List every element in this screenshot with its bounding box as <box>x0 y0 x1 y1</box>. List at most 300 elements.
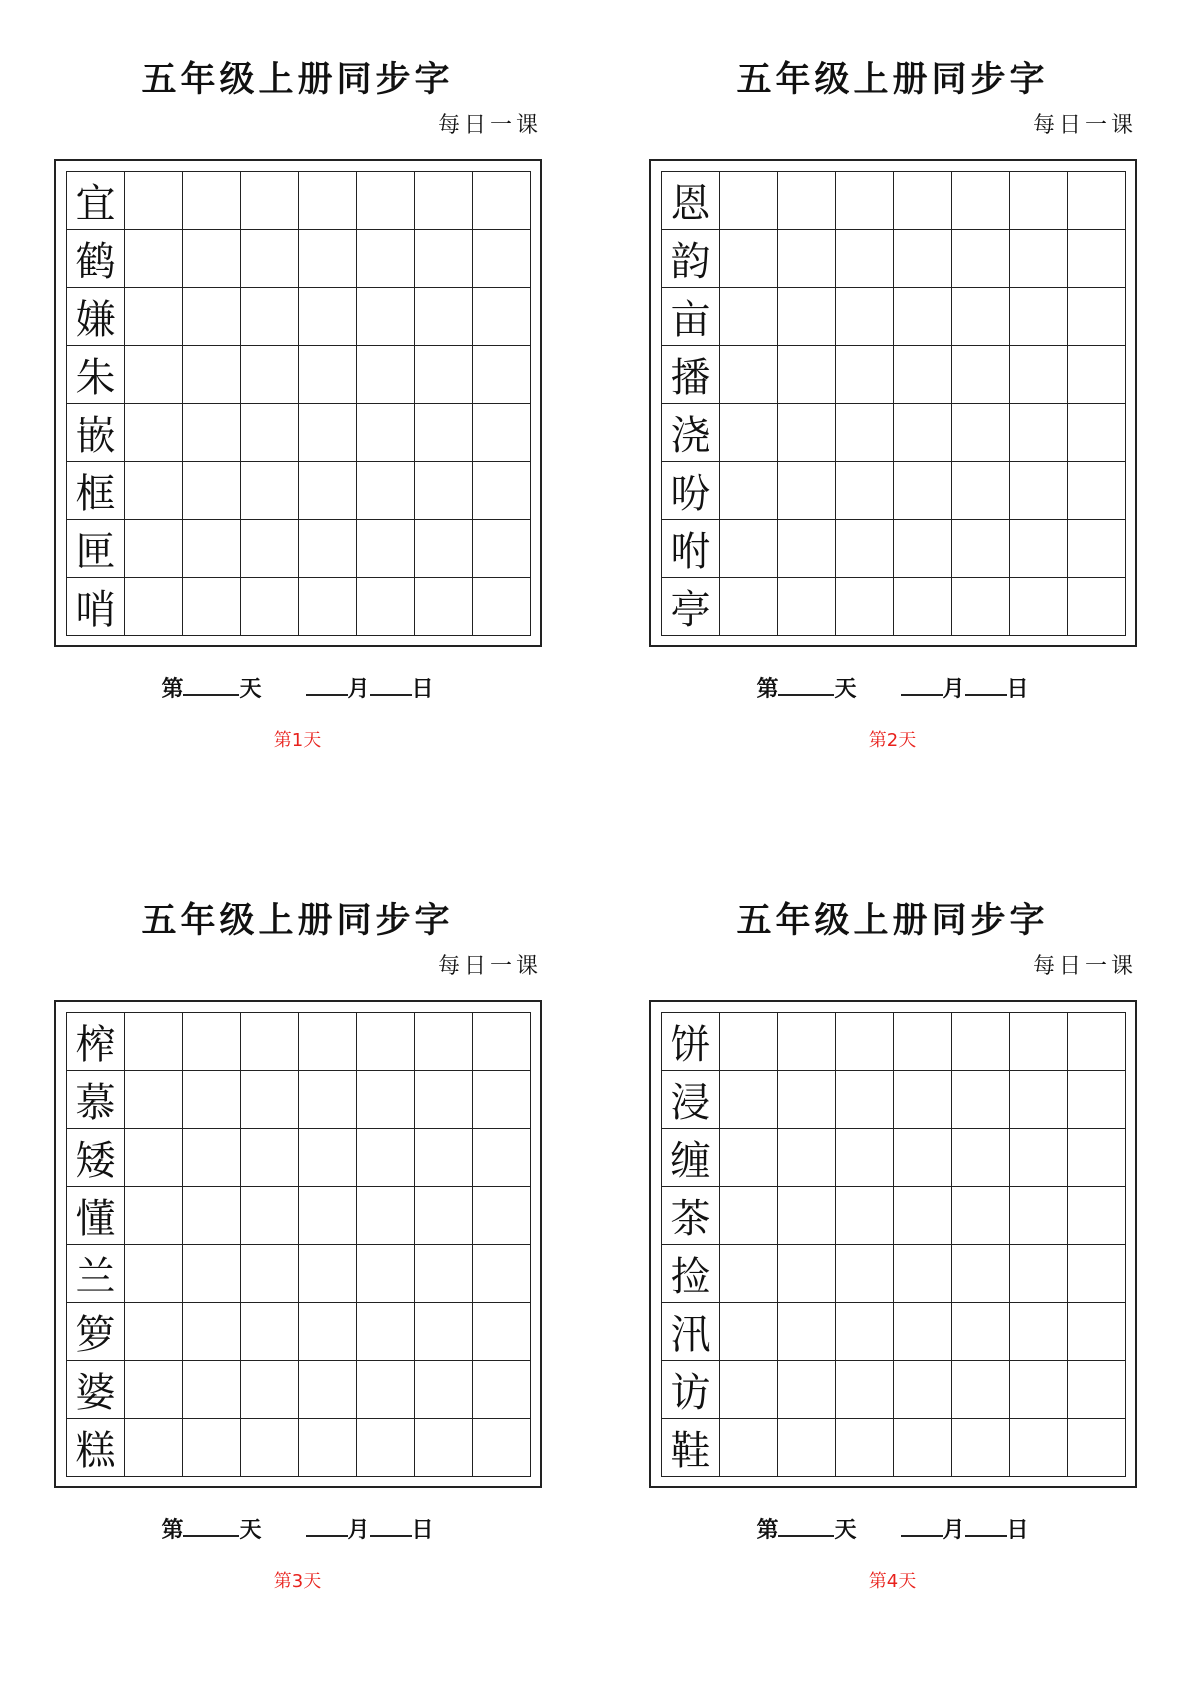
sheet-subtitle: 每日一课 <box>437 954 542 979</box>
practice-cell[interactable] <box>952 1245 1010 1303</box>
model-character-cell: 茶 <box>662 1187 720 1245</box>
date-label: 日 <box>1006 1517 1029 1543</box>
practice-cell[interactable] <box>125 1129 183 1187</box>
practice-cell[interactable] <box>183 1071 241 1129</box>
practice-cell[interactable] <box>357 520 415 578</box>
practice-cell[interactable] <box>241 1129 299 1187</box>
day-label: 第4天 <box>868 1571 917 1592</box>
practice-cell[interactable] <box>415 520 473 578</box>
model-character-cell: 浸 <box>662 1071 720 1129</box>
practice-cell[interactable] <box>183 230 241 288</box>
date-label: 日 <box>411 676 434 702</box>
practice-cell[interactable] <box>299 1013 357 1071</box>
day-number-blank[interactable] <box>778 676 834 696</box>
practice-cell[interactable] <box>952 346 1010 404</box>
day-number-blank[interactable] <box>778 1517 834 1537</box>
day-number-blank[interactable] <box>183 676 239 696</box>
day-suffix: 天 <box>834 676 857 702</box>
practice-cell[interactable] <box>720 1187 778 1245</box>
practice-cell[interactable] <box>241 520 299 578</box>
practice-cell[interactable] <box>778 1361 836 1419</box>
month-blank[interactable] <box>901 1517 943 1537</box>
practice-cell[interactable] <box>836 520 894 578</box>
date-line <box>595 672 1190 703</box>
practice-cell[interactable] <box>473 1129 531 1187</box>
practice-sheet <box>0 0 595 842</box>
month-blank[interactable] <box>306 1517 348 1537</box>
model-character-cell: 兰 <box>67 1245 125 1303</box>
practice-cell[interactable] <box>299 230 357 288</box>
practice-cell[interactable] <box>299 1245 357 1303</box>
practice-cell[interactable] <box>415 1013 473 1071</box>
practice-cell[interactable] <box>241 288 299 346</box>
practice-cell[interactable] <box>952 230 1010 288</box>
practice-cell[interactable] <box>720 1071 778 1129</box>
practice-cell[interactable] <box>894 404 952 462</box>
practice-cell[interactable] <box>415 578 473 636</box>
practice-cell[interactable] <box>241 346 299 404</box>
practice-cell[interactable] <box>241 1361 299 1419</box>
date-blank[interactable] <box>965 676 1007 696</box>
practice-sheet <box>0 841 595 1683</box>
date-blank[interactable] <box>370 1517 412 1537</box>
practice-cell[interactable] <box>357 1129 415 1187</box>
sheet-title: 五年级上册同步字 <box>141 900 454 941</box>
practice-cell[interactable] <box>473 1303 531 1361</box>
day-prefix: 第 <box>161 676 184 702</box>
practice-cell[interactable] <box>1010 1013 1068 1071</box>
practice-cell[interactable] <box>952 1303 1010 1361</box>
model-character-cell: 吩 <box>662 462 720 520</box>
practice-cell[interactable] <box>473 520 531 578</box>
practice-cell[interactable] <box>299 404 357 462</box>
practice-cell[interactable] <box>952 1129 1010 1187</box>
date-blank[interactable] <box>965 1517 1007 1537</box>
practice-cell[interactable] <box>473 1187 531 1245</box>
practice-cell[interactable] <box>778 1013 836 1071</box>
practice-cell[interactable] <box>357 288 415 346</box>
practice-cell[interactable] <box>473 288 531 346</box>
practice-cell[interactable] <box>299 172 357 230</box>
practice-cell[interactable] <box>894 1303 952 1361</box>
practice-cell[interactable] <box>1068 462 1126 520</box>
practice-cell[interactable] <box>415 1303 473 1361</box>
practice-cell[interactable] <box>415 1071 473 1129</box>
practice-cell[interactable] <box>357 462 415 520</box>
practice-cell[interactable] <box>241 230 299 288</box>
practice-cell[interactable] <box>357 1419 415 1477</box>
practice-cell[interactable] <box>357 404 415 462</box>
month-blank[interactable] <box>901 676 943 696</box>
practice-cell[interactable] <box>1010 1245 1068 1303</box>
practice-cell[interactable] <box>778 1303 836 1361</box>
date-line <box>595 1513 1190 1544</box>
model-character-cell: 浇 <box>662 404 720 462</box>
practice-cell[interactable] <box>1010 288 1068 346</box>
practice-cell[interactable] <box>1068 1303 1126 1361</box>
practice-cell[interactable] <box>299 1361 357 1419</box>
practice-cell[interactable] <box>1068 288 1126 346</box>
practice-cell[interactable] <box>415 1361 473 1419</box>
practice-cell[interactable] <box>183 1245 241 1303</box>
practice-cell[interactable] <box>473 462 531 520</box>
practice-cell[interactable] <box>836 1245 894 1303</box>
practice-cell[interactable] <box>241 1071 299 1129</box>
practice-cell[interactable] <box>299 1071 357 1129</box>
date-line <box>0 672 595 703</box>
practice-cell[interactable] <box>952 172 1010 230</box>
practice-cell[interactable] <box>894 1245 952 1303</box>
practice-cell[interactable] <box>720 1245 778 1303</box>
practice-cell[interactable] <box>1068 1245 1126 1303</box>
sheet-subtitle: 每日一课 <box>1032 113 1137 138</box>
model-character-cell: 嫌 <box>67 288 125 346</box>
practice-cell[interactable] <box>778 172 836 230</box>
day-label: 第1天 <box>273 730 322 751</box>
practice-cell[interactable] <box>836 230 894 288</box>
practice-cell[interactable] <box>473 346 531 404</box>
model-character-cell: 榨 <box>67 1013 125 1071</box>
date-label: 日 <box>411 1517 434 1543</box>
practice-cell[interactable] <box>778 404 836 462</box>
practice-cell[interactable] <box>1010 520 1068 578</box>
practice-cell[interactable] <box>357 172 415 230</box>
practice-cell[interactable] <box>241 1303 299 1361</box>
model-character-cell: 鞋 <box>662 1419 720 1477</box>
practice-cell[interactable] <box>357 1303 415 1361</box>
practice-cell[interactable] <box>894 1419 952 1477</box>
practice-cell[interactable] <box>836 578 894 636</box>
practice-cell[interactable] <box>836 288 894 346</box>
practice-cell[interactable] <box>183 288 241 346</box>
practice-cell[interactable] <box>125 1071 183 1129</box>
practice-cell[interactable] <box>894 288 952 346</box>
writing-grid-frame <box>649 159 1137 647</box>
practice-cell[interactable] <box>952 288 1010 346</box>
practice-cell[interactable] <box>357 1187 415 1245</box>
practice-cell[interactable] <box>241 1419 299 1477</box>
practice-cell[interactable] <box>720 578 778 636</box>
practice-cell[interactable] <box>1010 1129 1068 1187</box>
practice-cell[interactable] <box>473 578 531 636</box>
practice-cell[interactable] <box>183 1187 241 1245</box>
practice-cell[interactable] <box>720 1129 778 1187</box>
practice-cell[interactable] <box>415 462 473 520</box>
model-character-cell: 糕 <box>67 1419 125 1477</box>
practice-cell[interactable] <box>415 288 473 346</box>
practice-cell[interactable] <box>952 462 1010 520</box>
practice-cell[interactable] <box>952 1187 1010 1245</box>
month-label: 月 <box>347 1517 370 1543</box>
practice-cell[interactable] <box>778 346 836 404</box>
day-suffix: 天 <box>239 1517 262 1543</box>
practice-cell[interactable] <box>894 578 952 636</box>
practice-cell[interactable] <box>125 1013 183 1071</box>
day-suffix: 天 <box>834 1517 857 1543</box>
model-character-cell: 框 <box>67 462 125 520</box>
practice-cell[interactable] <box>473 1361 531 1419</box>
practice-cell[interactable] <box>778 1129 836 1187</box>
practice-cell[interactable] <box>1068 230 1126 288</box>
practice-cell[interactable] <box>836 1187 894 1245</box>
practice-cell[interactable] <box>299 578 357 636</box>
sheet-title: 五年级上册同步字 <box>736 900 1049 941</box>
practice-cell[interactable] <box>299 1419 357 1477</box>
practice-cell[interactable] <box>778 578 836 636</box>
practice-cell[interactable] <box>720 172 778 230</box>
practice-cell[interactable] <box>894 1129 952 1187</box>
practice-cell[interactable] <box>241 462 299 520</box>
model-character-cell: 访 <box>662 1361 720 1419</box>
practice-cell[interactable] <box>183 578 241 636</box>
practice-cell[interactable] <box>1010 346 1068 404</box>
practice-cell[interactable] <box>183 404 241 462</box>
writing-grid-frame <box>54 159 542 647</box>
model-character-cell: 缠 <box>662 1129 720 1187</box>
model-character-cell: 饼 <box>662 1013 720 1071</box>
practice-cell[interactable] <box>720 230 778 288</box>
practice-cell[interactable] <box>778 1419 836 1477</box>
month-label: 月 <box>347 676 370 702</box>
practice-cell[interactable] <box>125 462 183 520</box>
practice-cell[interactable] <box>720 462 778 520</box>
practice-cell[interactable] <box>836 462 894 520</box>
practice-cell[interactable] <box>952 1419 1010 1477</box>
practice-cell[interactable] <box>836 1129 894 1187</box>
practice-cell[interactable] <box>836 1013 894 1071</box>
practice-cell[interactable] <box>894 1187 952 1245</box>
day-prefix: 第 <box>161 1517 184 1543</box>
practice-cell[interactable] <box>952 1071 1010 1129</box>
practice-cell[interactable] <box>778 462 836 520</box>
practice-cell[interactable] <box>183 1013 241 1071</box>
practice-cell[interactable] <box>1068 172 1126 230</box>
practice-cell[interactable] <box>125 172 183 230</box>
practice-cell[interactable] <box>299 1303 357 1361</box>
sheet-title: 五年级上册同步字 <box>141 59 454 100</box>
practice-cell[interactable] <box>183 1419 241 1477</box>
practice-cell[interactable] <box>299 462 357 520</box>
practice-cell[interactable] <box>125 1303 183 1361</box>
practice-cell[interactable] <box>473 230 531 288</box>
practice-cell[interactable] <box>1068 404 1126 462</box>
practice-cell[interactable] <box>836 1071 894 1129</box>
day-prefix: 第 <box>756 1517 779 1543</box>
practice-cell[interactable] <box>894 1013 952 1071</box>
practice-cell[interactable] <box>125 1187 183 1245</box>
practice-cell[interactable] <box>183 172 241 230</box>
practice-cell[interactable] <box>1010 578 1068 636</box>
model-character-cell: 恩 <box>662 172 720 230</box>
practice-cell[interactable] <box>720 404 778 462</box>
practice-cell[interactable] <box>952 1361 1010 1419</box>
practice-cell[interactable] <box>183 1303 241 1361</box>
practice-cell[interactable] <box>415 230 473 288</box>
practice-cell[interactable] <box>357 346 415 404</box>
practice-cell[interactable] <box>183 520 241 578</box>
sheet-subtitle: 每日一课 <box>1032 954 1137 979</box>
practice-cell[interactable] <box>1010 1361 1068 1419</box>
practice-cell[interactable] <box>1068 1361 1126 1419</box>
practice-cell[interactable] <box>952 520 1010 578</box>
practice-cell[interactable] <box>894 346 952 404</box>
practice-cell[interactable] <box>125 578 183 636</box>
practice-cell[interactable] <box>415 1187 473 1245</box>
practice-cell[interactable] <box>357 1013 415 1071</box>
practice-cell[interactable] <box>1068 1187 1126 1245</box>
practice-cell[interactable] <box>720 1419 778 1477</box>
practice-cell[interactable] <box>241 172 299 230</box>
practice-cell[interactable] <box>299 288 357 346</box>
practice-cell[interactable] <box>357 1071 415 1129</box>
practice-cell[interactable] <box>720 346 778 404</box>
practice-cell[interactable] <box>125 346 183 404</box>
practice-cell[interactable] <box>125 1361 183 1419</box>
practice-cell[interactable] <box>125 1419 183 1477</box>
practice-cell[interactable] <box>1010 1187 1068 1245</box>
practice-cell[interactable] <box>1068 578 1126 636</box>
practice-cell[interactable] <box>720 1361 778 1419</box>
practice-cell[interactable] <box>1068 346 1126 404</box>
practice-cell[interactable] <box>720 1303 778 1361</box>
practice-cell[interactable] <box>473 1245 531 1303</box>
practice-cell[interactable] <box>836 404 894 462</box>
practice-cell[interactable] <box>952 1013 1010 1071</box>
month-label: 月 <box>942 676 965 702</box>
practice-cell[interactable] <box>183 1361 241 1419</box>
practice-cell[interactable] <box>415 1245 473 1303</box>
practice-cell[interactable] <box>415 1129 473 1187</box>
practice-sheet <box>595 841 1190 1683</box>
writing-grid-frame <box>54 1000 542 1488</box>
practice-cell[interactable] <box>1010 172 1068 230</box>
practice-cell[interactable] <box>952 404 1010 462</box>
model-character-cell: 汛 <box>662 1303 720 1361</box>
practice-cell[interactable] <box>894 462 952 520</box>
model-character-cell: 亭 <box>662 578 720 636</box>
practice-cell[interactable] <box>241 1187 299 1245</box>
practice-cell[interactable] <box>299 346 357 404</box>
practice-cell[interactable] <box>1010 1419 1068 1477</box>
practice-cell[interactable] <box>183 462 241 520</box>
practice-cell[interactable] <box>241 1013 299 1071</box>
practice-cell[interactable] <box>778 288 836 346</box>
model-character-cell: 懂 <box>67 1187 125 1245</box>
practice-cell[interactable] <box>778 520 836 578</box>
model-character-cell: 矮 <box>67 1129 125 1187</box>
practice-cell[interactable] <box>473 1419 531 1477</box>
practice-cell[interactable] <box>720 288 778 346</box>
practice-cell[interactable] <box>241 578 299 636</box>
practice-cell[interactable] <box>894 1361 952 1419</box>
practice-cell[interactable] <box>778 1245 836 1303</box>
practice-cell[interactable] <box>1068 1129 1126 1187</box>
practice-cell[interactable] <box>415 1419 473 1477</box>
date-line <box>0 1513 595 1544</box>
writing-grid <box>661 1012 1126 1477</box>
practice-cell[interactable] <box>836 1303 894 1361</box>
practice-cell[interactable] <box>778 1187 836 1245</box>
day-label: 第2天 <box>868 730 917 751</box>
practice-cell[interactable] <box>720 520 778 578</box>
practice-cell[interactable] <box>894 520 952 578</box>
practice-cell[interactable] <box>473 404 531 462</box>
practice-cell[interactable] <box>357 1361 415 1419</box>
practice-cell[interactable] <box>473 1013 531 1071</box>
month-blank[interactable] <box>306 676 348 696</box>
model-character-cell: 哨 <box>67 578 125 636</box>
day-number-blank[interactable] <box>183 1517 239 1537</box>
practice-cell[interactable] <box>836 346 894 404</box>
sheet-title: 五年级上册同步字 <box>736 59 1049 100</box>
practice-cell[interactable] <box>720 1013 778 1071</box>
practice-cell[interactable] <box>1068 1419 1126 1477</box>
practice-cell[interactable] <box>415 404 473 462</box>
practice-cell[interactable] <box>183 1129 241 1187</box>
practice-cell[interactable] <box>125 520 183 578</box>
practice-cell[interactable] <box>894 1071 952 1129</box>
model-character-cell: 鹤 <box>67 230 125 288</box>
practice-cell[interactable] <box>357 230 415 288</box>
date-blank[interactable] <box>370 676 412 696</box>
practice-cell[interactable] <box>299 1187 357 1245</box>
practice-cell[interactable] <box>894 172 952 230</box>
practice-cell[interactable] <box>1010 1071 1068 1129</box>
practice-cell[interactable] <box>357 578 415 636</box>
writing-grid <box>66 1012 531 1477</box>
practice-cell[interactable] <box>125 230 183 288</box>
practice-cell[interactable] <box>473 1071 531 1129</box>
practice-cell[interactable] <box>894 230 952 288</box>
practice-cell[interactable] <box>299 520 357 578</box>
practice-cell[interactable] <box>778 230 836 288</box>
practice-cell[interactable] <box>125 1245 183 1303</box>
practice-cell[interactable] <box>1010 230 1068 288</box>
model-character-cell: 朱 <box>67 346 125 404</box>
practice-cell[interactable] <box>241 1245 299 1303</box>
practice-cell[interactable] <box>836 172 894 230</box>
date-label: 日 <box>1006 676 1029 702</box>
model-character-cell: 韵 <box>662 230 720 288</box>
model-character-cell: 箩 <box>67 1303 125 1361</box>
practice-cell[interactable] <box>415 346 473 404</box>
practice-cell[interactable] <box>1068 1013 1126 1071</box>
practice-cell[interactable] <box>241 404 299 462</box>
practice-cell[interactable] <box>125 404 183 462</box>
writing-grid-frame <box>649 1000 1137 1488</box>
practice-cell[interactable] <box>952 578 1010 636</box>
practice-cell[interactable] <box>1010 462 1068 520</box>
practice-cell[interactable] <box>1010 404 1068 462</box>
practice-cell[interactable] <box>1068 520 1126 578</box>
practice-cell[interactable] <box>836 1419 894 1477</box>
practice-sheet <box>595 0 1190 842</box>
practice-cell[interactable] <box>836 1361 894 1419</box>
model-character-cell: 咐 <box>662 520 720 578</box>
practice-cell[interactable] <box>473 172 531 230</box>
practice-cell[interactable] <box>357 1245 415 1303</box>
practice-cell[interactable] <box>299 1129 357 1187</box>
day-label: 第3天 <box>273 1571 322 1592</box>
practice-cell[interactable] <box>1010 1303 1068 1361</box>
model-character-cell: 播 <box>662 346 720 404</box>
practice-cell[interactable] <box>1068 1071 1126 1129</box>
practice-cell[interactable] <box>125 288 183 346</box>
practice-cell[interactable] <box>778 1071 836 1129</box>
practice-cell[interactable] <box>183 346 241 404</box>
practice-cell[interactable] <box>415 172 473 230</box>
model-character-cell: 宜 <box>67 172 125 230</box>
